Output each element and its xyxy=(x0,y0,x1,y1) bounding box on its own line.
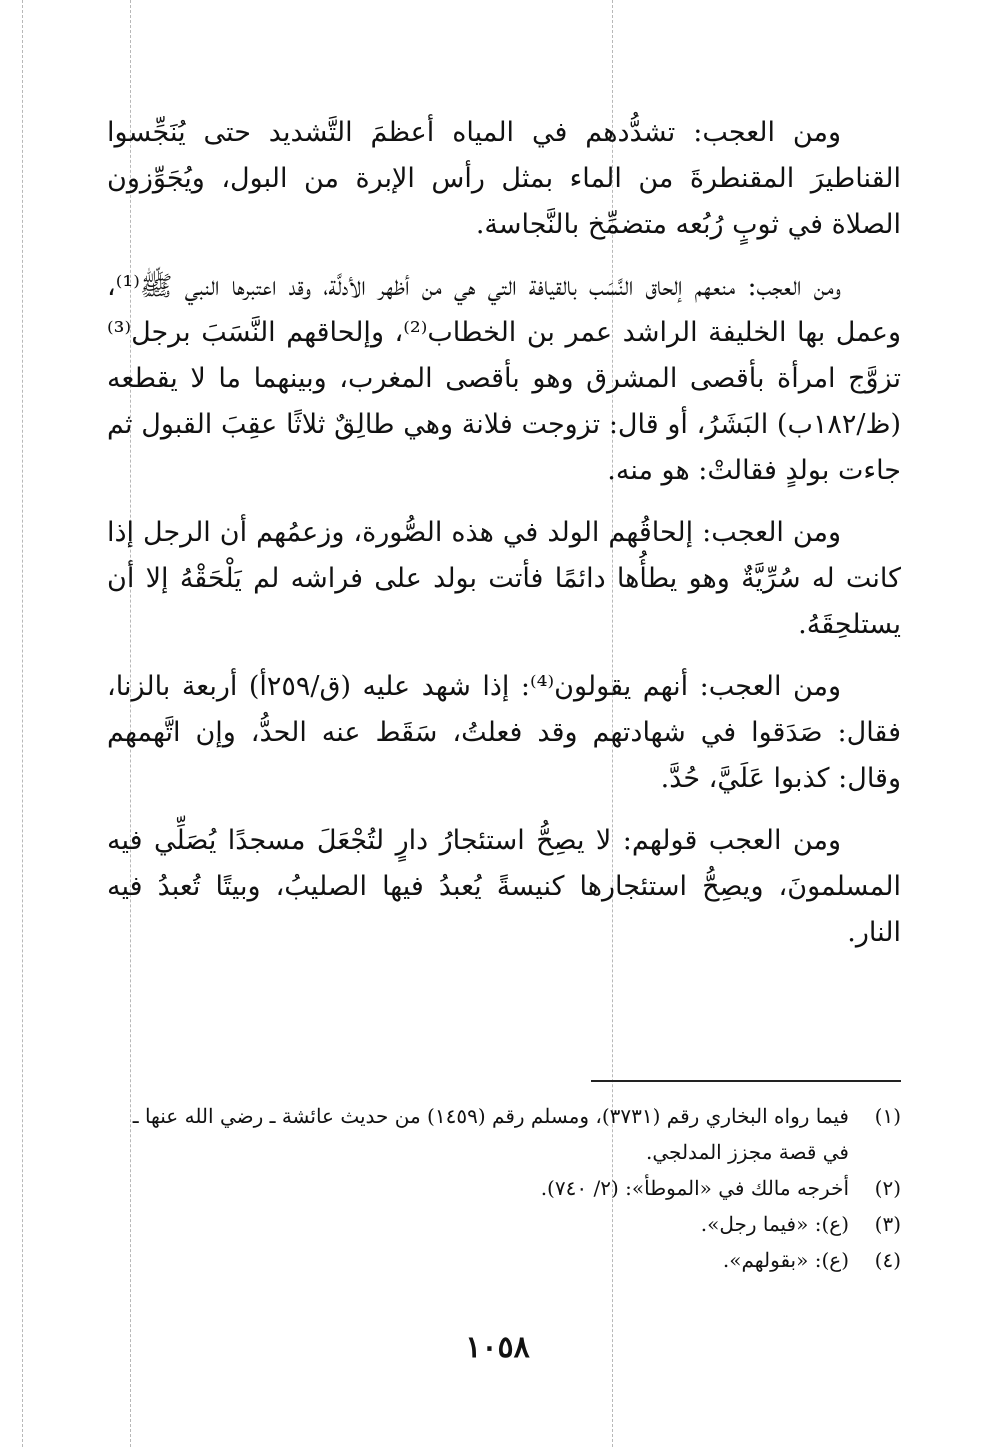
footnote-number: (٤) xyxy=(874,1248,901,1272)
footnote-number: (٣) xyxy=(874,1212,901,1236)
footnote-text: أخرجه مالك في «الموطأ»: (٢/ ٧٤٠). xyxy=(540,1176,849,1200)
footnote-text: فيما رواه البخاري رقم (٣٧٣١)، ومسلم رقم (١٤٥٩) من حديث عائشة ـ رضي الله عنها ـ في قصة مجزز المدلجي. xyxy=(132,1104,849,1164)
footnote xyxy=(107,1170,901,1206)
paragraph: ومن العجب: أنهم يقولون⁽⁴⁾: إذا شهد عليه (ق/٢٥٩أ) أربعة بالزنا، فقال: صَدَقوا في شهادتهم وقد فعلتُ، سَقَط عنه الحدُّ، وإن اتَّهمهم وقال: كذبوا عَلَيَّ، حُدَّ. xyxy=(107,671,901,794)
footnote-number: (٢) xyxy=(874,1176,901,1200)
paragraph: ومن العجب: تشدُّدهم في المياه أعظمَ التَّشديد حتى يُنَجِّسوا القناطيرَ المقنطرةَ من الماء بمثل رأس الإبرة من البول، ويُجَوِّزون الصلاة في ثوبٍ رُبُعه متضمِّخ بالنَّجاسة. xyxy=(107,117,901,240)
footnote-number: (١) xyxy=(874,1104,901,1128)
footnote xyxy=(107,1242,901,1278)
footnote-text: (ع): «بقولهم». xyxy=(722,1248,849,1272)
footnote xyxy=(107,1206,901,1242)
paragraph: ومن العجب: إلحاقُهم الولد في هذه الصُّورة، وزعمُهم أن الرجل إذا كانت له سُرِّيَّةٌ وهو يطأُها دائمًا فأتت بولد على فراشه لم يَلْحَقْهُ إلا أن يستلحِقَهُ. xyxy=(107,517,901,640)
paragraph: ومن العجب قولهم: لا يصِحُّ استئجارُ دارٍ لتُجْعَلَ مسجدًا يُصَلِّي فيه المسلمونَ، ويصِحُّ استئجارها كنيسةً يُعبدُ فيها الصليبُ، وبيتًا تُعبدُ فيه النار. xyxy=(107,825,901,948)
page-number: ١٠٥٨ xyxy=(465,1330,530,1365)
footnote-text: (ع): «فيما رجل». xyxy=(700,1212,849,1236)
footnotes xyxy=(107,1098,901,1278)
scan-guide-line xyxy=(22,0,23,1447)
footnote xyxy=(107,1098,901,1170)
paragraph: ومن العجب: منعهم إلحاق النَّسَب بالقيافة التي هي من أظهر الأدلَّة، وقد اعتبرها النبي ﷺ⁽¹⁾، وعمل بها الخليفة الراشد عمر بن الخطاب⁽²⁾، وإلحاقهم النَّسَبَ برجل⁽³⁾ تزوَّج امرأة بأقصى المشرق وهو بأقصى المغرب، وبينهما ما لا يقطعه (ظ/١٨٢ب) البَشَرُ، أو قال: تزوجت فلانة وهي طالِقٌ ثلاثًا عقِبَ القبول ثم جاءت بولدٍ فقالتْ: هو منه. xyxy=(107,271,902,486)
footnote-separator xyxy=(591,1080,901,1082)
main-text xyxy=(107,110,901,972)
